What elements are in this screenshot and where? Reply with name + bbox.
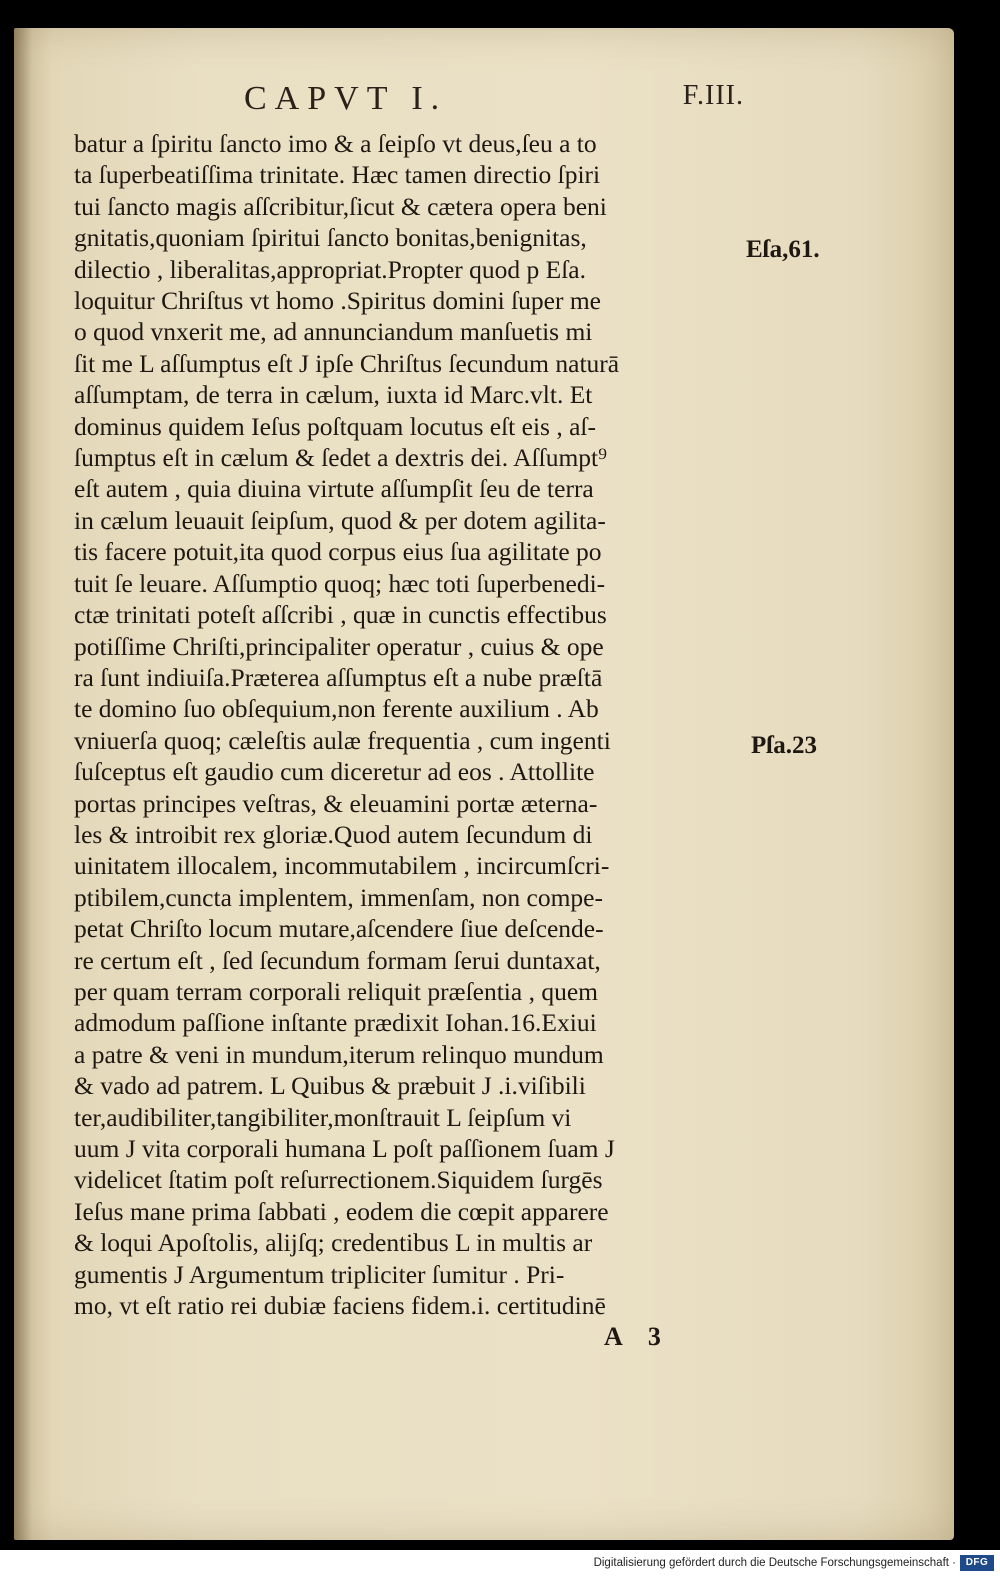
page-header xyxy=(214,80,744,120)
text-line: eſt autem , quia diuina virtute aſſumpſit ſeu de terra xyxy=(74,474,594,504)
text-line: ta ſuperbeatiſſima trinitate. Hæc tamen directio ſpiri xyxy=(74,160,601,190)
text-line: loquitur Chriſtus vt homo .Spiritus domini ſuper me xyxy=(74,286,601,316)
book-page xyxy=(14,28,954,1540)
text-line: dilectio , liberalitas,appropriat.Propter quod p Eſa. xyxy=(74,254,586,284)
gutter-shadow xyxy=(14,28,32,1540)
text-line: ſumptus eſt in cælum & ſedet a dextris dei. Aſſumpt⁹ xyxy=(74,443,607,473)
text-line: in cælum leuauit ſeipſum, quod & per dotem agilita- xyxy=(74,505,606,535)
text-line: petat Chriſto locum mutare,aſcendere ſiue deſcende- xyxy=(74,914,604,944)
text-line: vniuerſa quoq; cæleſtis aulæ frequentia , cum ingenti xyxy=(74,725,611,755)
text-line: & vado ad patrem. L Quibus & præbuit J .i.viſibili xyxy=(74,1071,586,1101)
signature-mark: A 3 xyxy=(604,1322,671,1351)
text-line: o quod vnxerit me, ad annunciandum manſuetis mi xyxy=(74,317,593,347)
digitization-footer xyxy=(0,1550,1000,1578)
text-line: uum J vita corporali humana L poſt paſſionem ſuam J xyxy=(74,1134,615,1163)
text-line: te domino ſuo obſequium,non ferente auxilium . Ab xyxy=(74,694,599,724)
text-line: mo, vt eſt ratio rei dubiæ faciens fidem.i. certitudinē xyxy=(74,1291,606,1321)
dfg-logo-icon: DFG xyxy=(960,1555,994,1571)
text-line: & loqui Apoſtolis, alijſq; credentibus L in multis ar xyxy=(74,1228,593,1258)
text-line: tuit ſe leuare. Aſſumptio quoq; hæc toti ſuperbenedi- xyxy=(74,568,606,598)
text-line: uinitatem illocalem, incommutabilem , incircumſcri- xyxy=(74,851,610,881)
text-line: aſſumptam, de terra in cælum, iuxta id Marc.vlt. Et xyxy=(74,380,593,410)
text-line: admodum paſſione inſtante prædixit Iohan.16.Exiui xyxy=(74,1008,597,1038)
text-line: ſuſceptus eſt gaudio cum diceretur ad eos . Attollite xyxy=(74,757,595,787)
text-line: portas principes veſtras, & eleuamini portæ æterna- xyxy=(74,788,598,818)
text-line: ſit me L aſſumptus eſt J ipſe Chriſtus ſecundum naturā xyxy=(74,348,620,378)
text-line: ter,audibiliter,tangibiliter,monſtrauit L ſeipſum vi xyxy=(74,1102,572,1132)
text-line: potiſſime Chriſti,principaliter operatur , cuius & ope xyxy=(74,631,604,661)
text-line: batur a ſpiritu ſancto imo & a ſeipſo vt deus,ſeu a to xyxy=(74,129,597,158)
margin-note-esa: Eſa,61. xyxy=(746,236,820,263)
text-line: Ieſus mane prima ſabbati , eodem die cœpit apparere xyxy=(74,1196,609,1226)
running-title: CAPVT I. xyxy=(244,80,448,117)
text-line: tui ſancto magis aſſcribitur,ſicut & cætera opera beni xyxy=(74,191,607,221)
text-line: ctæ trinitati poteſt aſſcribi , quæ in cunctis effectibus xyxy=(74,600,607,630)
text-line: ptibilem,cuncta implentem, immenſam, non compe- xyxy=(74,882,603,912)
text-line: les & introibit rex gloriæ.Quod autem ſecundum di xyxy=(74,819,593,849)
text-line: gnitatis,quoniam ſpiritui ſancto bonitas,benignitas, xyxy=(74,223,587,253)
text-line: ra ſunt indiuiſa.Præterea aſſumptus eſt a nube præſtā xyxy=(74,662,603,692)
text-line: per quam terram corporali reliquit præſentia , quem xyxy=(74,976,598,1006)
margin-note-psa: Pſa.23 xyxy=(751,732,817,759)
text-line: re certum eſt , ſed ſecundum formam ſerui duntaxat, xyxy=(74,945,601,975)
funding-credit: Digitalisierung gefördert durch die Deutsche Forschungsgemeinschaft · xyxy=(593,1557,956,1569)
body-text xyxy=(74,128,739,1321)
text-line: tis facere potuit,ita quod corpus eius ſua agilitate po xyxy=(74,537,602,567)
text-line: dominus quidem Ieſus poſtquam locutus eſt eis , aſ- xyxy=(74,411,596,441)
text-line: gumentis J Argumentum tripliciter ſumitur . Pri- xyxy=(74,1259,565,1289)
text-line: a patre & veni in mundum,iterum relinquo mundum xyxy=(74,1039,604,1069)
folio-number: F.III. xyxy=(682,80,744,111)
text-line: videlicet ſtatim poſt reſurrectionem.Siquidem ſurgēs xyxy=(74,1165,603,1195)
